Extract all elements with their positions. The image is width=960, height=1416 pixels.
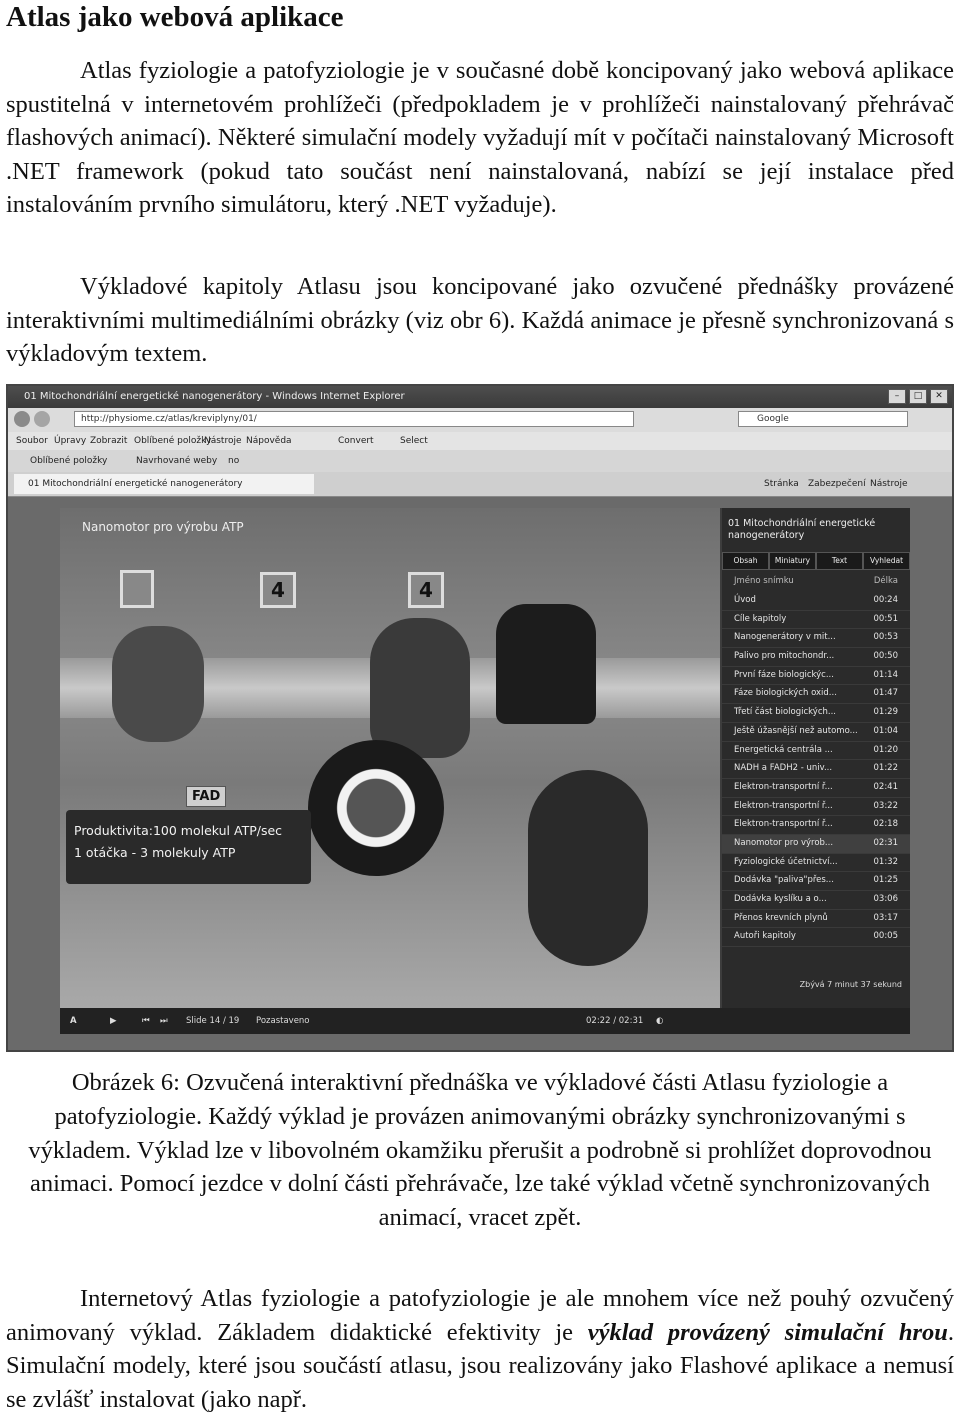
paragraph-3-text: Internetový Atlas fyziologie a patofyziologie je ale mnohem více než pouhý ozvučený animovaný výklad. Základem didaktické efektivity je (6, 1285, 954, 1346)
tab-bar (8, 472, 952, 497)
slide-time: 00:53 (873, 632, 898, 643)
protein-complex-graphic (370, 618, 470, 758)
col-name: Jméno snímku (734, 576, 794, 586)
slide-name: Energetická centrála ... (734, 744, 833, 755)
adobe-logo-icon: A (70, 1016, 77, 1026)
menu-item: Oblíbené položky (134, 436, 212, 446)
slide-list-item (722, 742, 910, 761)
slide-list-item (722, 910, 910, 929)
counter-box: 4 (408, 572, 444, 608)
slide-name: Elektron-transportní ř... (734, 800, 833, 811)
slide-time: 01:25 (873, 875, 898, 886)
slide-time: 01:29 (873, 707, 898, 718)
productivity-line: Produktivita:100 molekul ATP/sec (74, 823, 283, 838)
next-icon: ⏭ (160, 1016, 168, 1026)
window-title: 01 Mitochondriální energetické nanogenerátory - Windows Internet Explorer (24, 391, 405, 402)
slide-name: Fyziologické účetnictví... (734, 856, 838, 867)
paragraph-2 (6, 270, 954, 371)
address-bar (8, 408, 952, 432)
slide-time: 02:18 (873, 819, 898, 830)
slide-list-item (722, 648, 910, 667)
minimize-icon: – (888, 389, 906, 404)
tab-tool: Stránka (764, 479, 799, 489)
animation-title: Nanomotor pro výrobu ATP (82, 520, 244, 534)
url-field: http://physiome.cz/atlas/kreviplyny/01/ (74, 411, 634, 427)
time-readout: 02:22 / 02:31 (586, 1016, 644, 1026)
slide-list-item (722, 798, 910, 817)
window-titlebar (8, 386, 952, 408)
close-icon: ✕ (930, 389, 948, 404)
lecture-player (60, 508, 910, 1034)
fad-label: FAD (186, 786, 226, 807)
tab-tool: Zabezpečení (808, 479, 866, 489)
remaining-time: Zbývá 7 minut 37 sekund (799, 980, 902, 989)
figure-caption: Obrázek 6: Ozvučená interaktivní přednáška ve výkladové části Atlasu fyziologie a patofyziologie. Každý výklad je provázen animovanými obrázky synchronizovanými s výkladem. Výklad lze v libovolném okamžiku přerušit a podrobně si prohlížet doprovodnou animaci. Pomocí jezdce v dolní části přehrávače, lze také výklad včetně synchronizovaných animací, vracet zpět. (28, 1069, 932, 1232)
productivity-box (66, 810, 311, 884)
slide-list-item (722, 685, 910, 704)
slide-name: Nanogenerátory v mit... (734, 632, 836, 643)
maximize-icon: □ (909, 389, 927, 404)
prev-icon: ⏮ (142, 1016, 150, 1026)
slide-list-item (722, 629, 910, 648)
favorites-bar (8, 450, 952, 472)
slide-name: Palivo pro mitochondr... (734, 651, 835, 662)
volume-icon: ◐ (656, 1016, 664, 1026)
slide-list-item (722, 760, 910, 779)
favorites-item: Oblíbené položky (30, 456, 108, 466)
sidebar-column-header (722, 574, 910, 588)
menu-item: Nápověda (246, 436, 292, 446)
play-icon: ▶ (110, 1016, 117, 1026)
favorites-item: no (228, 456, 240, 466)
counter-box-empty (120, 570, 154, 608)
slide-time: 01:22 (873, 763, 898, 774)
menu-extra: Convert (338, 436, 374, 446)
slide-list-item (722, 611, 910, 630)
slide-time: 01:32 (873, 856, 898, 867)
menu-extra: Select (400, 436, 428, 446)
col-length: Délka (873, 576, 898, 586)
search-field: Google (738, 411, 908, 427)
menu-item: Soubor (16, 436, 48, 446)
slide-name: Autoři kapitoly (734, 931, 796, 942)
tab-miniatury: Miniatury (769, 552, 816, 570)
tab-obsah: Obsah (722, 552, 769, 570)
favorites-item: Navrhované weby (136, 456, 218, 466)
slide-list-item (722, 723, 910, 742)
slide-list-item (722, 835, 910, 854)
slide-list (722, 592, 910, 947)
f1-subunit-graphic (528, 770, 648, 966)
paragraph-3 (6, 1282, 954, 1416)
back-icon (14, 411, 30, 427)
sidebar-title: 01 Mitochondriální energetické nanogenerátory (728, 518, 876, 541)
slide-time: 03:17 (873, 912, 898, 923)
menu-item: Zobrazit (90, 436, 128, 446)
slide-time: 02:31 (873, 837, 898, 848)
slide-name: Třetí část biologických... (734, 707, 836, 718)
slide-time: 00:50 (873, 651, 898, 662)
slide-name: Fáze biologických oxid... (734, 688, 837, 699)
player-controls (60, 1008, 910, 1034)
slide-name: Cíle kapitoly (734, 613, 787, 624)
tab-tool: Nástroje (870, 479, 908, 489)
slide-name: Nanomotor pro výrob... (734, 837, 834, 848)
productivity-line: 1 otáčka - 3 molekuly ATP (74, 845, 236, 860)
slide-name: NADH a FADH2 - univ... (734, 763, 833, 774)
slide-sidebar (722, 508, 910, 1008)
slide-time: 00:24 (873, 595, 898, 605)
slide-list-item (722, 872, 910, 891)
window-buttons (888, 389, 948, 404)
browser-tab: 01 Mitochondriální energetické nanogenerátory (14, 474, 314, 494)
tab-vyhledat: Vyhledat (863, 552, 910, 570)
slide-list-item (722, 667, 910, 686)
menu-bar (8, 432, 952, 450)
paragraph-2-text: Výkladové kapitoly Atlasu jsou koncipované jako ozvučené přednášky provázené interaktivními multimediálními obrázky (viz obr 6). Každá animace je přesně synchronizovaná s výkladovým textem. (6, 273, 954, 367)
atp-synthase-graphic (496, 604, 596, 724)
slide-list-item (722, 816, 910, 835)
protein-complex-graphic (112, 626, 204, 742)
browser-screenshot-figure (6, 384, 954, 1052)
counter-box: 4 (260, 572, 296, 608)
slide-time: 03:06 (873, 894, 898, 904)
slide-name: Dodávka kyslíku a o... (734, 894, 827, 904)
slide-name: Úvod (734, 595, 756, 605)
rotor-graphic (308, 740, 444, 876)
slide-name: Dodávka "paliva"přes... (734, 875, 834, 886)
slide-time: 02:41 (873, 781, 898, 792)
slide-name: První fáze biologickýc... (734, 669, 834, 680)
forward-icon (34, 411, 50, 427)
paragraph-3-emphasis: výklad provázený simulační hrou (587, 1318, 948, 1346)
animation-area (60, 508, 720, 1008)
menu-item: Nástroje (204, 436, 242, 446)
paragraph-3-tail: . Simulační modely, které jsou součástí atlasu, jsou realizovány jako Flashové aplikace a nemusí se zvlášť instalovat (jako např. (6, 1318, 954, 1413)
slide-name: Přenos krevních plynů (734, 912, 828, 923)
slide-time: 01:20 (873, 744, 898, 755)
paragraph-1-text: Atlas fyziologie a patofyziologie je v současné době koncipovaný jako webová aplikace spustitelná v internetovém prohlížeči (předpokladem je v prohlížeči nainstalovaný přehrávač flashových animací). Některé simulační modely vyžadují mít v počítači nainstalovaný Microsoft .NET framework (pokud tato součást není nainstalovaná, nabízí se její instalace před instalováním prvního simulátoru, který .NET vyžaduje). (6, 57, 954, 218)
tab-text: Text (816, 552, 863, 570)
slide-list-item (722, 704, 910, 723)
menu-item: Úpravy (54, 436, 87, 446)
slide-list-item (722, 779, 910, 798)
paragraph-1 (6, 54, 954, 222)
slide-time: 03:22 (873, 800, 898, 811)
page-heading: Atlas jako webová aplikace (6, 1, 344, 33)
playback-status: Pozastaveno (256, 1016, 310, 1026)
slide-time: 00:51 (873, 613, 898, 624)
slide-list-item (722, 854, 910, 873)
sidebar-tabs (722, 552, 910, 570)
slide-time: 01:04 (873, 725, 898, 736)
slide-time: 01:14 (873, 669, 898, 680)
slide-name: Ještě úžasnější než automo... (734, 725, 858, 736)
slide-name: Elektron-transportní ř... (734, 819, 833, 830)
slide-list-item (722, 928, 910, 947)
slide-list-item (722, 891, 910, 910)
slide-time: 00:05 (873, 931, 898, 942)
slide-name: Elektron-transportní ř... (734, 781, 833, 792)
slide-list-item (722, 592, 910, 611)
slide-counter: Slide 14 / 19 (186, 1016, 240, 1026)
slide-time: 01:47 (873, 688, 898, 699)
